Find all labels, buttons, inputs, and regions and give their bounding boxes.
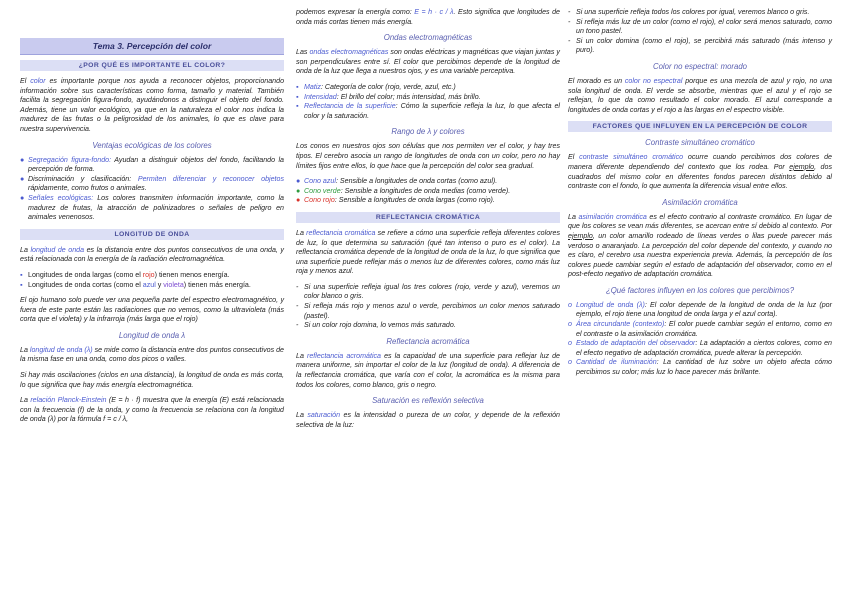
reflectance-list xyxy=(296,283,560,331)
paragraph: El color es importante porque nos ayuda a reconocer objetos, proporcionando información sobre sus características como forma, tamaño y material. También facilita la segregación figura-fondo, ayudándonos a distinguir el objeto del fondo. Además, tiene un valor ecológico, ya que en la naturaleza el color nos indica la madurez de las frutas o la peligrosidad de los animales, lo que es clave para nuestra supervivencia. xyxy=(20,77,285,133)
page-title: Tema 3. Percepción del color xyxy=(20,38,284,55)
factors-list xyxy=(568,301,832,378)
subheading-range: Rango de λ y colores xyxy=(391,127,465,137)
saturation-list xyxy=(568,8,832,56)
section-chromatic-reflectance: REFLECTANCIA CROMÁTICA xyxy=(296,212,560,223)
list-item: ● Cono verde: Sensible a longitudes de onda medias (como verde). xyxy=(296,186,511,195)
paragraph: La reflectancia acromática es la capacidad de una superficie para reflejar luz de manera uniforme, sin importar el color de la luz (longitud de onda). A diferencia de la reflectancia cromática, que varía con el color, la acromática es la misma para todos los colores, como blanco, gris o negro. xyxy=(296,351,560,389)
paragraph: El contraste simultáneo cromático ocurre cuando percibimos dos colores de manera diferente dependiendo del contexto que los rodea. Por ejemplo, dos cuadrados del mismo color en diferentes fondos parecen distintos debido al contraste con el fondo, lo que aumenta la diferencia visual entre ellos. xyxy=(568,153,832,191)
list-item: - Si un color rojo domina, lo vemos más saturado. xyxy=(296,321,456,330)
paragraph: Las ondas electromagnéticas son ondas eléctricas y magnéticas que viajan juntas y son perpendiculares entre sí. El color que percibimos depende de la longitud de onda de la luz que llega a nuestros ojos, y es una variable perceptiva. xyxy=(296,48,560,76)
section-why-color: ¿POR QUÉ ES IMPORTANTE EL COLOR? xyxy=(20,60,284,71)
list-item: o Cantidad de iluminación: La cantidad de luz sobre un objeto afecta cómo percibimos su color; más luz lo hace parecer más brillante. xyxy=(568,358,832,377)
column-2 xyxy=(296,8,560,436)
paragraph: podemos expresar la energía como: E = h · c / λ. Esto significa que longitudes de onda más cortas tienen más energía. xyxy=(296,8,560,26)
list-item: o Área circundante (contexto): El color puede cambiar según el entorno, como en el contraste o la asimilación cromática. xyxy=(568,320,832,338)
paragraph: La saturación es la intensidad o pureza de un color, y depende de la reflexión selectiva de la luz: xyxy=(296,411,560,429)
column-1 xyxy=(20,8,284,431)
list-item: - Si refleja más luz de un color (como el rojo), el color será menos saturado, como un tono pastel. xyxy=(568,17,832,36)
list-item: ▪ Intensidad: El brillo del color; más intensidad, más brillo. xyxy=(296,92,481,101)
list-item: - Si una superficie refleja todos los colores por igual, veremos blanco o gris. xyxy=(568,8,810,16)
paragraph: La reflectancia cromática se refiere a cómo una superficie refleja diferentes colores de luz, lo que determina su saturación (qué tan intenso o puro es el color). La reflectancia cromática depende de la longitud de onda de la luz, lo que significa que una superficie puede reflejar más o menos luz de diferentes colores, como más luz roja y menos azul. xyxy=(296,228,560,276)
cones-list xyxy=(296,177,560,206)
subheading-ecological: Ventajas ecológicas de los colores xyxy=(92,140,212,150)
subheading-factors-question: ¿Qué factores influyen en los colores que percibimos? xyxy=(605,285,795,295)
list-item: ● Señales ecológicas: Los colores transmiten información importante, como la madurez de frutas, la atracción de polinizadores o señales de peligro en animales venenosos. xyxy=(20,193,284,222)
subheading-assimilation: Asimilación cromática xyxy=(662,197,738,207)
advantages-list xyxy=(20,156,284,223)
subheading-waves: Ondas electromagnéticas xyxy=(383,33,473,43)
list-item: ▪ Matiz: Categoría de color (rojo, verde, azul, etc.) xyxy=(296,82,456,91)
paragraph: La longitud de onda (λ) se mide como la distancia entre dos puntos consecutivos de la misma fase en una onda, como dos picos o valles. xyxy=(20,345,284,364)
paragraph: La longitud de onda es la distancia entre dos puntos consecutivos de una onda, y está relacionada con la energía de la radiación electromagnética. xyxy=(20,245,284,264)
subheading-contrast: Contraste simultáneo cromático xyxy=(645,138,755,148)
column-3 xyxy=(568,8,832,384)
paragraph: Los conos en nuestros ojos son células que nos permiten ver el color, y hay tres tipos. El cerebro asocia un rango de longitudes de onda con un color, pero no hay límites fijos entre ellos, lo que hace que la percepción del color sea gradual. xyxy=(296,142,560,170)
list-item: - Si refleja más rojo y menos azul o verde, percibimos un color menos saturado (pastel). xyxy=(296,302,560,320)
list-item: ▪ Reflectancia de la superficie: Cómo la superficie refleja la luz, lo que afecta el color y la saturación. xyxy=(296,102,560,120)
subheading-saturation: Saturación es reflexión selectiva xyxy=(372,396,484,406)
section-wavelength: LONGITUD DE ONDA xyxy=(20,229,284,240)
subheading-nonspectral: Color no espectral: morado xyxy=(652,61,748,71)
list-item: - Si una superficie refleja igual los tres colores (rojo, verde y azul), veremos un color blanco o gris. xyxy=(296,282,560,301)
paragraph: La asimilación cromática es el efecto contrario al contraste cromático. En lugar de que los colores se vean más diferentes, se acercan entre sí debido al contexto. Por ejemplo, un color amarillo rodeado de líneas verdes o lilas puede parecer más verdoso o anaranjado. La percepción del color depende del contexto, y cuando no es claro, el cerebro usa nuestra experiencia previa. Además, la percepción de los colores puede cambiar según el estado de adaptación del observador, como en el post-efecto negativo de adaptación cromática. xyxy=(568,212,832,279)
list-item: ● Segregación figura-fondo: Ayudan a distinguir objetos del fondo, facilitando la percepción de forma. xyxy=(20,155,284,174)
subheading-achromatic: Reflectancia acromática xyxy=(386,336,470,346)
list-item: ▪ Longitudes de onda cortas (como el azul y violeta) tienen más energía. xyxy=(20,280,251,289)
list-item: - Si un color domina (como el rojo), se percibirá más saturado (más intenso y puro). xyxy=(568,36,832,55)
list-item: o Longitud de onda (λ): El color depende de la longitud de onda de la luz (por ejemplo, el rojo tiene una longitud de onda larga y el azul corta). xyxy=(568,300,832,319)
attributes-list xyxy=(296,83,560,121)
paragraph: El ojo humano solo puede ver una pequeña parte del espectro electromagnético, y fuera de este parte están las radiaciones que no vemos, como la ultravioleta (más corta que el violeta) y la infrarroja (más larga que el rojo) xyxy=(20,296,284,324)
subheading-lambda: Longitud de onda λ xyxy=(118,330,186,340)
paragraph: Si hay más oscilaciones (ciclos en una distancia), la longitud de onda es más corta, lo que significa que hay más energía electromagnética. xyxy=(20,371,284,389)
paragraph: El morado es un color no espectral porque es una mezcla de azul y rojo, no una sola longitud de onda. El verde se absorbe, mientras que el azul y el rojo se reflejan, lo que da como resultado el color morado. El azul corresponde a longitudes de onda cortas y el rojo a las largas en el espectro visible. xyxy=(568,76,832,114)
list-item: ▪ Longitudes de onda largas (como el rojo) tienen menos energía. xyxy=(20,270,230,279)
list-item: ● Cono azul: Sensible a longitudes de onda cortas (como azul). xyxy=(296,177,498,186)
paragraph: La relación Planck-Einstein (E = h · f) muestra que la energía (E) está relacionada con la frecuencia (f) de la onda, y como la frecuencia se relaciona con la longitud de onda (λ) por la fórmula f = c / λ, xyxy=(20,396,284,424)
section-factors: FACTORES QUE INFLUYEN EN LA PERCEPCIÓN DE COLOR xyxy=(568,121,832,132)
wavelength-list xyxy=(20,271,284,290)
list-item: o Estado de adaptación del observador: La adaptación a ciertos colores, como en el efecto negativo de adaptación cromática, puede alterar la percepción. xyxy=(568,339,832,357)
list-item: ● Cono rojo: Sensible a longitudes de onda largas (como rojo). xyxy=(296,196,495,205)
list-item: ● Discriminación y clasificación: Permiten diferenciar y reconocer objetos rápidamente, como frutos o animales. xyxy=(20,174,285,193)
